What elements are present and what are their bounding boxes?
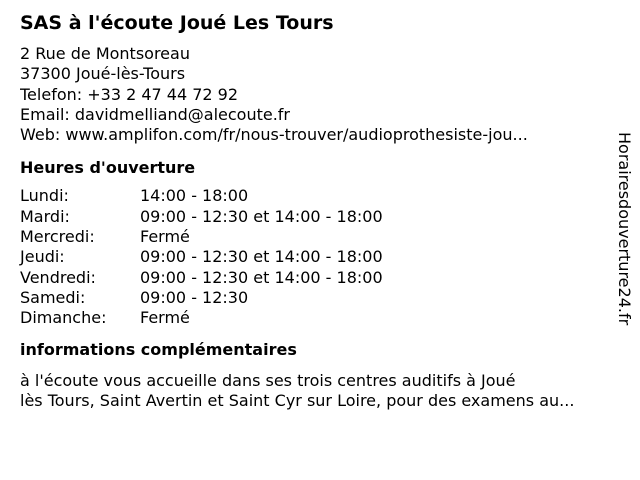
description-line: à l'écoute vous accueille dans ses trois centres auditifs à Joué: [20, 370, 516, 390]
day-label: Mardi:: [20, 206, 70, 226]
day-time: 14:00 - 18:00: [140, 186, 249, 206]
day-time: Fermé: [140, 227, 190, 247]
description-line: lès Tours, Saint Avertin et Saint Cyr sur Loire, pour des examens au...: [20, 390, 575, 410]
info-heading: informations complémentaires: [20, 339, 297, 359]
day-label: Samedi:: [20, 287, 86, 307]
day-time: Fermé: [140, 308, 190, 328]
address-city: 37300 Joué-lès-Tours: [20, 64, 186, 84]
day-label: Jeudi:: [20, 247, 65, 267]
contact-block: [20, 44, 610, 145]
hours-heading: Heures d'ouverture: [20, 158, 196, 178]
day-label: Lundi:: [20, 186, 69, 206]
hours-row-jeudi: [20, 247, 610, 267]
watermark-text: Horairesdouverture24.fr: [615, 132, 634, 326]
opening-hours-table: [20, 186, 610, 328]
address-street: 2 Rue de Montsoreau: [20, 44, 190, 63]
hours-row-lundi: [20, 186, 610, 206]
hours-row-dimanche: [20, 308, 610, 328]
info-description: [20, 371, 628, 412]
phone-line: Telefon: +33 2 47 44 72 92: [20, 84, 239, 104]
hours-row-mercredi: [20, 227, 610, 247]
hours-row-vendredi: [20, 268, 610, 288]
site-watermark: [612, 132, 636, 372]
web-line: Web: www.amplifon.com/fr/nous-trouver/audioprothesiste-jou...: [20, 125, 528, 145]
day-time: 09:00 - 12:30 et 14:00 - 18:00: [140, 247, 383, 267]
business-card: [20, 10, 610, 411]
day-time: 09:00 - 12:30: [140, 287, 249, 307]
business-title: SAS à l'écoute Joué Les Tours: [20, 12, 334, 34]
day-label: Vendredi:: [20, 267, 96, 287]
hours-row-samedi: [20, 288, 610, 308]
hours-row-mardi: [20, 207, 610, 227]
day-time: 09:00 - 12:30 et 14:00 - 18:00: [140, 267, 383, 287]
day-label: Mercredi:: [20, 227, 95, 247]
email-line: Email: davidmelliand@alecoute.fr: [20, 104, 290, 124]
day-time: 09:00 - 12:30 et 14:00 - 18:00: [140, 206, 383, 226]
day-label: Dimanche:: [20, 308, 107, 328]
